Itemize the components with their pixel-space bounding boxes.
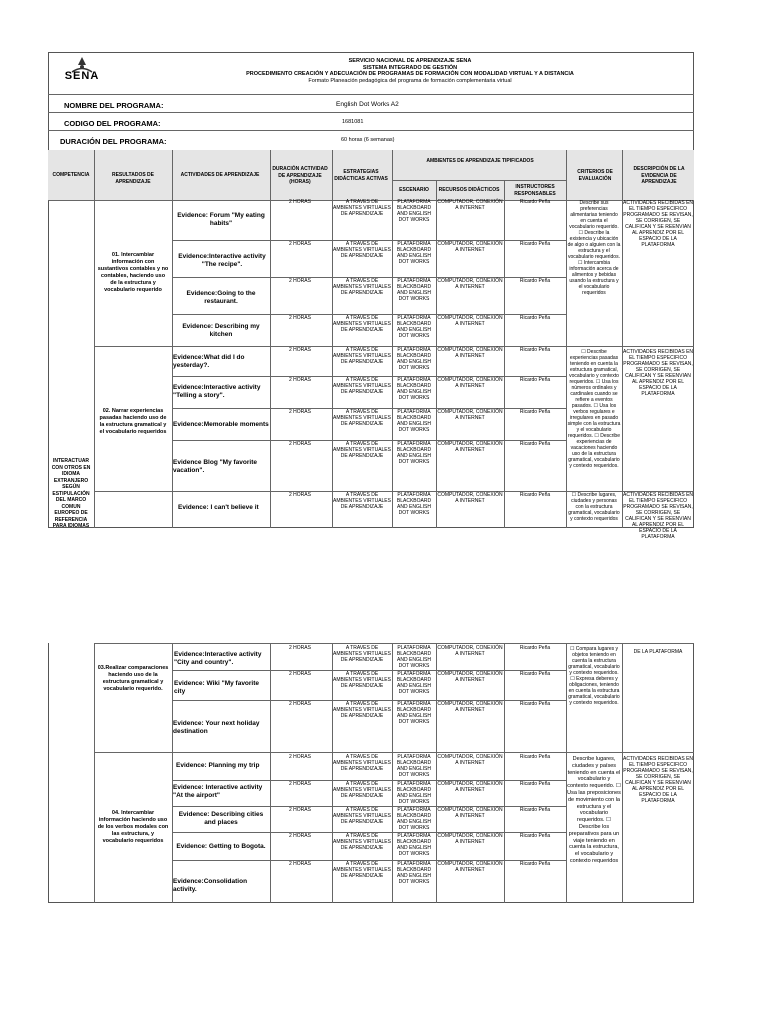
result-02: 02. Narrar experiencias pasadas haciendo uso de la estructura gramatical y el vocabulario requeridos [99, 408, 167, 435]
evidence-desc-5: ACTIVIDADES RECIBIDAS EN EL TIEMPO ESPECIFICO PROGRAMADO SE REVISAN, SE CORRIGEN, SE CALIFICAN Y SE REENVIAN AL APRENDIZ POR EL ESPACIO DE LA PLATAFORMA [623, 756, 694, 804]
activity-11: Evidence: Wiki "My favorite city [174, 680, 260, 695]
criteria-5: Describe lugares, ciudades y países teniendo en cuenta el vocabulario y contexto requerido. ☐ Usa las preposiciones de movimiento con la estructura y el vocabulario requeridos. ☐ Describe los preparativos para un viaje teniendo en cuenta la estructura, el vocabulario y contexto requeridos [567, 756, 621, 864]
instructor-cell: Ricardo Peña [519, 781, 551, 787]
scenario-cell: PLATAFORMA BLACKBOARD AND ENGLISH DOT WORKS [396, 754, 432, 778]
strategy-cell: A TRAVES DE AMBIENTES VIRTUALES DE APRENDIZAJE [333, 671, 391, 689]
strategy-cell: A TRAVES DE AMBIENTES VIRTUALES DE APRENDIZAJE [333, 278, 391, 296]
criteria-1: Describe sus preferencias alimentarias teniendo en cuenta el vocabulario requerido. ☐ Describe la existencia y ubicación de algo o alguien con la estructura y el vocabulario requeridos. ☐ Intercambia información acerca de alimentos y bebidas usando la estructura y el vocabulario requeridos [567, 200, 621, 296]
strategy-cell: A TRAVES DE AMBIENTES VIRTUALES DE APRENDIZAJE [333, 409, 391, 427]
strategy-cell: A TRAVES DE AMBIENTES VIRTUALES DE APRENDIZAJE [333, 377, 391, 395]
hours-cell: 2 HORAS [289, 807, 311, 813]
instructor-cell: Ricardo Peña [519, 807, 551, 813]
hours-cell: 2 HORAS [289, 377, 311, 383]
instructor-cell: Ricardo Peña [519, 199, 551, 205]
col-criterios: CRITERIOS DE EVALUACIÓN [577, 169, 613, 182]
scenario-cell: PLATAFORMA BLACKBOARD AND ENGLISH DOT WORKS [396, 241, 432, 265]
criteria-3: ☐ Describe lugares, ciudades y personas con la estructura gramatical, vocabulario y contexto requeridos [568, 492, 620, 522]
instructor-cell: Ricardo Peña [519, 701, 551, 707]
scenario-cell: PLATAFORMA BLACKBOARD AND ENGLISH DOT WORKS [396, 441, 432, 465]
activity-9: Evidence: I can't believe it [178, 504, 259, 511]
strategy-cell: A TRAVES DE AMBIENTES VIRTUALES DE APRENDIZAJE [333, 315, 391, 333]
instructor-cell: Ricardo Peña [519, 833, 551, 839]
hours-cell: 2 HORAS [289, 199, 311, 205]
activity-5: Evidence:What did I do yesterday?. [173, 354, 245, 369]
instructor-cell: Ricardo Peña [519, 278, 551, 284]
hours-cell: 2 HORAS [289, 781, 311, 787]
scenario-cell: PLATAFORMA BLACKBOARD AND ENGLISH DOT WORKS [396, 315, 432, 339]
strategy-cell: A TRAVES DE AMBIENTES VIRTUALES DE APRENDIZAJE [333, 241, 391, 259]
resources-cell: COMPUTADOR, CONEXIÓN A INTERNET [437, 315, 503, 327]
hours-cell: 2 HORAS [289, 861, 311, 867]
strategy-cell: A TRAVES DE AMBIENTES VIRTUALES DE APRENDIZAJE [333, 833, 391, 851]
strategy-cell: A TRAVES DE AMBIENTES VIRTUALES DE APRENDIZAJE [333, 701, 391, 719]
resources-cell: COMPUTADOR, CONEXIÓN A INTERNET [437, 441, 503, 453]
col-competencia: COMPETENCIA [52, 172, 90, 178]
activity-10: Evidence:Interactive activity "City and country". [174, 651, 262, 666]
col-recursos: RECURSOS DIDÁCTICOS [438, 187, 500, 193]
program-name-label: NOMBRE DEL PROGRAMA: [64, 101, 164, 110]
strategy-cell: A TRAVES DE AMBIENTES VIRTUALES DE APRENDIZAJE [333, 781, 391, 799]
activity-1: Evidence: Forum "My eating habits" [177, 212, 265, 227]
header-line-2: SISTEMA INTEGRADO DE GESTIÓN [362, 64, 458, 71]
resources-cell: COMPUTADOR, CONEXIÓN A INTERNET [437, 754, 503, 766]
hours-cell: 2 HORAS [289, 671, 311, 677]
col-escenario: ESCENARIO [399, 187, 429, 193]
activity-14: Evidence: Interactive activity "At the airport" [173, 784, 263, 799]
strategy-cell: A TRAVES DE AMBIENTES VIRTUALES DE APRENDIZAJE [333, 754, 391, 772]
strategy-cell: A TRAVES DE AMBIENTES VIRTUALES DE APRENDIZAJE [333, 645, 391, 663]
instructor-cell: Ricardo Peña [519, 241, 551, 247]
sena-logo [58, 56, 106, 86]
scenario-cell: PLATAFORMA BLACKBOARD AND ENGLISH DOT WORKS [396, 409, 432, 433]
activity-13: Evidence: Planning my trip [176, 762, 260, 769]
result-04: 04. Intercambiar información haciendo uso de los verbos modales con las estructura, y vocabulario requeridos [97, 810, 169, 844]
scenario-cell: PLATAFORMA BLACKBOARD AND ENGLISH DOT WORKS [396, 781, 432, 805]
evidence-desc-3: ACTIVIDADES RECIBIDAS EN EL TIEMPO ESPECIFICO PROGRAMADO SE REVISAN, SE CORRIGEN, SE CALIFICAN Y SE REENVIAN AL APRENDIZ POR EL ESPACIO DE LA PLATAFORMA [623, 492, 694, 540]
col-estrategias: ESTRATEGIAS DIDÁCTICAS ACTIVAS [334, 169, 388, 182]
instructor-cell: Ricardo Peña [519, 441, 551, 447]
resources-cell: COMPUTADOR, CONEXIÓN A INTERNET [437, 377, 503, 389]
activity-15: Evidence: Describing cities and places [178, 811, 264, 826]
activity-3: Evidence:Going to the restaurant. [186, 290, 256, 305]
result-03: 03.Realizar comparaciones haciendo uso de la estructura gramatical y vocabulario requerido. [97, 665, 169, 692]
scenario-cell: PLATAFORMA BLACKBOARD AND ENGLISH DOT WORKS [396, 671, 432, 695]
header-line-1: SERVICIO NACIONAL DE APRENDIZAJE SENA [348, 58, 472, 64]
hours-cell: 2 HORAS [289, 241, 311, 247]
result-01: 01. Intercambiar información con sustantivos contables y no contables, haciendo uso de la estructura y vocabulario requerido [97, 252, 169, 293]
instructor-cell: Ricardo Peña [519, 861, 551, 867]
resources-cell: COMPUTADOR, CONEXIÓN A INTERNET [437, 409, 503, 421]
col-actividades: ACTIVIDADES DE APRENDIZAJE [180, 172, 260, 178]
activity-7: Evidence:Memorable moments [173, 421, 269, 428]
col-duracion: DURACIÓN ACTIVIDAD DE APRENDIZAJE (HORAS) [272, 166, 328, 185]
scenario-cell: PLATAFORMA BLACKBOARD AND ENGLISH DOT WORKS [396, 807, 432, 831]
header-line-4: Formato Planeación pedagógica del programa de formación complementaria virtual [308, 77, 512, 84]
activity-16: Evidence: Getting to Bogota. [176, 843, 266, 850]
hours-cell: 2 HORAS [289, 441, 311, 447]
scenario-cell: PLATAFORMA BLACKBOARD AND ENGLISH DOT WORKS [396, 199, 432, 223]
strategy-cell: A TRAVES DE AMBIENTES VIRTUALES DE APRENDIZAJE [333, 492, 391, 510]
resources-cell: COMPUTADOR, CONEXIÓN A INTERNET [437, 347, 503, 359]
instructor-cell: Ricardo Peña [519, 347, 551, 353]
hours-cell: 2 HORAS [289, 347, 311, 353]
logo-text: SENA [64, 70, 100, 82]
resources-cell: COMPUTADOR, CONEXIÓN A INTERNET [437, 701, 503, 713]
instructor-cell: Ricardo Peña [519, 377, 551, 383]
program-duration-value: 60 horas (6 semanas) [341, 137, 395, 143]
scenario-cell: PLATAFORMA BLACKBOARD AND ENGLISH DOT WORKS [396, 347, 432, 371]
resources-cell: COMPUTADOR, CONEXIÓN A INTERNET [437, 833, 503, 845]
instructor-cell: Ricardo Peña [519, 754, 551, 760]
program-duration-label: DURACIÓN DEL PROGRAMA: [60, 137, 167, 146]
hours-cell: 2 HORAS [289, 409, 311, 415]
resources-cell: COMPUTADOR, CONEXIÓN A INTERNET [437, 241, 503, 253]
hours-cell: 2 HORAS [289, 492, 311, 498]
col-ambientes: AMBIENTES DE APRENDIZAJE TIPIFICADOS [426, 158, 534, 164]
header-line-3: PROCEDIMIENTO CREACIÓN Y ADECUACIÓN DE PROGRAMAS DE FORMACIÓN CON MODALIDAD VIRTUAL Y A DISTANCIA [246, 71, 574, 77]
activity-2: Evidence:Interactive activity "The recipe". [178, 253, 266, 268]
activity-12: Evidence: Your next holiday destination [173, 720, 260, 735]
activity-17: Evidence:Consolidation activity. [173, 878, 248, 893]
criteria-4: ☐ Compara lugares y objetos teniendo en cuenta la estructura gramatical, vocabulario y contexto requeridos. ☐ Expresa deberes y obligaciones, teniendo en cuenta la estructura gramatical, vocabulario y contexto requeridos. [568, 646, 620, 706]
instructor-cell: Ricardo Peña [519, 315, 551, 321]
hours-cell: 2 HORAS [289, 278, 311, 284]
resources-cell: COMPUTADOR, CONEXIÓN A INTERNET [437, 807, 503, 819]
hours-cell: 2 HORAS [289, 833, 311, 839]
instructor-cell: Ricardo Peña [519, 492, 551, 498]
resources-cell: COMPUTADOR, CONEXIÓN A INTERNET [437, 671, 503, 683]
competencia-text: INTERACTUAR CON OTROS EN IDIOMA EXTRANJERO SEGÚN ESTIPULACIÓN DEL MARCO COMUN EUROPEO DE REFERENCIA PARA IDIOMAS [51, 458, 91, 529]
resources-cell: COMPUTADOR, CONEXIÓN A INTERNET [437, 278, 503, 290]
resources-cell: COMPUTADOR, CONEXIÓN A INTERNET [437, 492, 503, 504]
resources-cell: COMPUTADOR, CONEXIÓN A INTERNET [437, 199, 503, 211]
scenario-cell: PLATAFORMA BLACKBOARD AND ENGLISH DOT WORKS [396, 861, 432, 885]
strategy-cell: A TRAVES DE AMBIENTES VIRTUALES DE APRENDIZAJE [333, 347, 391, 365]
program-name-value: English Dot Works A2 [336, 101, 399, 108]
evidence-desc-1: ACTIVIDADES RECIBIDAS EN EL TIEMPO ESPECIFICO PROGRAMADO SE REVISAN, SE CORRIGEN, SE CALIFICAN Y SE REENVIAN AL APRENDIZ POR EL ESPACIO DE LA PLATAFORMA [623, 200, 694, 248]
instructor-cell: Ricardo Peña [519, 671, 551, 677]
evidence-desc-2: ACTIVIDADES RECIBIDAS EN EL TIEMPO ESPECIFICO PROGRAMADO SE REVISAN, SE CORRIGEN, SE CALIFICAN Y SE REENVIAN AL APRENDIZ POR EL ESPACIO DE LA PLATAFORMA [623, 349, 694, 397]
strategy-cell: A TRAVES DE AMBIENTES VIRTUALES DE APRENDIZAJE [333, 807, 391, 825]
scenario-cell: PLATAFORMA BLACKBOARD AND ENGLISH DOT WORKS [396, 645, 432, 669]
hours-cell: 2 HORAS [289, 754, 311, 760]
hours-cell: 2 HORAS [289, 701, 311, 707]
strategy-cell: A TRAVES DE AMBIENTES VIRTUALES DE APRENDIZAJE [333, 861, 391, 879]
resources-cell: COMPUTADOR, CONEXIÓN A INTERNET [437, 645, 503, 657]
scenario-cell: PLATAFORMA BLACKBOARD AND ENGLISH DOT WORKS [396, 492, 432, 516]
instructor-cell: Ricardo Peña [519, 409, 551, 415]
scenario-cell: PLATAFORMA BLACKBOARD AND ENGLISH DOT WORKS [396, 377, 432, 401]
scenario-cell: PLATAFORMA BLACKBOARD AND ENGLISH DOT WORKS [396, 833, 432, 857]
activity-6: Evidence:Interactive activity "Telling a story". [173, 384, 261, 399]
header-title-block [120, 58, 700, 84]
col-instructores: INSTRUCTORES RESPONSABLES [514, 184, 556, 197]
col-descripcion: DESCRIPCIÓN DE LA EVIDENCIA DE APRENDIZAJE [633, 166, 685, 185]
activity-8: Evidence Blog "My favorite vacation". [173, 459, 257, 474]
evidence-desc-4: DE LA PLATAFORMA [633, 649, 683, 655]
program-code-value: 1681081 [342, 119, 364, 125]
scenario-cell: PLATAFORMA BLACKBOARD AND ENGLISH DOT WORKS [396, 278, 432, 302]
criteria-2: ☐ Describe experiencias pasadas teniendo en cuenta la estructura gramatical, vocabulario y contexto requeridos. ☐ Usa los números ordinales y cardinales cuando se refiere a eventos pasados. ☐ Usa los verbos regulares e irregulares en pasado simple con la estructura y el vocabulario requeridos. ☐ Describe experiencias de vacaciones haciendo uso de la estructura gramatical, vocabulario y contexto requeridos. [567, 349, 621, 469]
hours-cell: 2 HORAS [289, 645, 311, 651]
program-code-label: CODIGO DEL PROGRAMA: [64, 119, 161, 128]
instructor-cell: Ricardo Peña [519, 645, 551, 651]
col-resultados: RESULTADOS DE APRENDIZAJE [111, 172, 155, 185]
resources-cell: COMPUTADOR, CONEXIÓN A INTERNET [437, 861, 503, 873]
scenario-cell: PLATAFORMA BLACKBOARD AND ENGLISH DOT WORKS [396, 701, 432, 725]
hours-cell: 2 HORAS [289, 315, 311, 321]
resources-cell: COMPUTADOR, CONEXIÓN A INTERNET [437, 781, 503, 793]
activity-4: Evidence: Describing my kitchen [182, 323, 260, 338]
strategy-cell: A TRAVES DE AMBIENTES VIRTUALES DE APRENDIZAJE [333, 441, 391, 459]
strategy-cell: A TRAVES DE AMBIENTES VIRTUALES DE APRENDIZAJE [333, 199, 391, 217]
